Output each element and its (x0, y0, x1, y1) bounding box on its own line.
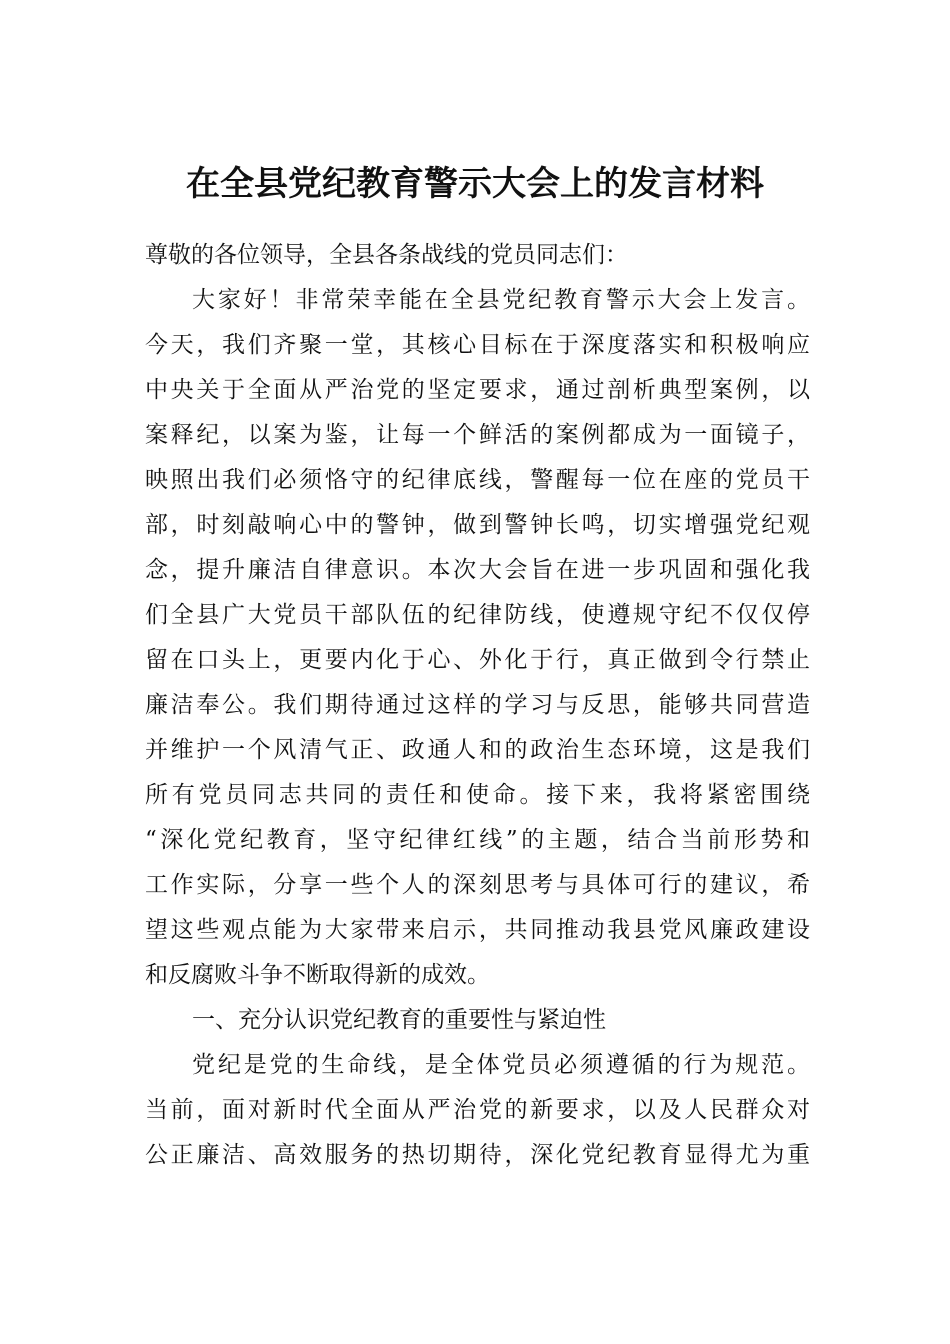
paragraph-line: 工作实际，分享一些个人的深刻思考与具体可行的建议，希 (145, 872, 810, 898)
paragraph-line: 留在口头上，更要内化于心、外化于行，真正做到令行禁止 (145, 647, 810, 673)
section-heading: 一、充分认识党纪教育的重要性与紧迫性 (192, 1007, 606, 1033)
paragraph-line: 并维护一个风清气正、政通人和的政治生态环境，这是我们 (145, 737, 810, 763)
paragraph-line: 望这些观点能为大家带来启示，共同推动我县党风廉政建设 (145, 917, 810, 943)
paragraph-line: 部，时刻敲响心中的警钟，做到警钟长鸣，切实增强党纪观 (145, 512, 810, 538)
paragraph-line: 公正廉洁、高效服务的热切期待，深化党纪教育显得尤为重 (145, 1142, 810, 1168)
paragraph-line: 们全县广大党员干部队伍的纪律防线，使遵规守纪不仅仅停 (145, 602, 810, 628)
paragraph-line: 中央关于全面从严治党的坚定要求，通过剖析典型案例，以 (145, 377, 810, 403)
paragraph-line: 党纪是党的生命线，是全体党员必须遵循的行为规范。 (192, 1052, 810, 1078)
paragraph-line: 念，提升廉洁自律意识。本次大会旨在进一步巩固和强化我 (145, 557, 810, 583)
paragraph-line: 案释纪，以案为鉴，让每一个鲜活的案例都成为一面镜子， (145, 422, 810, 448)
paragraph-line: 当前，面对新时代全面从严治党的新要求，以及人民群众对 (145, 1097, 810, 1123)
document-title: 在全县党纪教育警示大会上的发言材料 (186, 164, 764, 204)
paragraph-line: 今天，我们齐聚一堂，其核心目标在于深度落实和积极响应 (145, 332, 810, 358)
paragraph-line: 廉洁奉公。我们期待通过这样的学习与反思，能够共同营造 (145, 692, 810, 718)
paragraph-line: “深化党纪教育，坚守纪律红线”的主题，结合当前形势和 (145, 827, 810, 853)
greeting-line: 尊敬的各位领导，全县各条战线的党员同志们： (145, 242, 628, 268)
paragraph-line: 和反腐败斗争不断取得新的成效。 (145, 962, 490, 988)
paragraph-line: 映照出我们必须恪守的纪律底线，警醒每一位在座的党员干 (145, 467, 810, 493)
document-body (145, 233, 810, 1178)
paragraph-line: 大家好！非常荣幸能在全县党纪教育警示大会上发言。 (192, 287, 810, 313)
paragraph-line: 所有党员同志共同的责任和使命。接下来，我将紧密围绕 (145, 782, 810, 808)
